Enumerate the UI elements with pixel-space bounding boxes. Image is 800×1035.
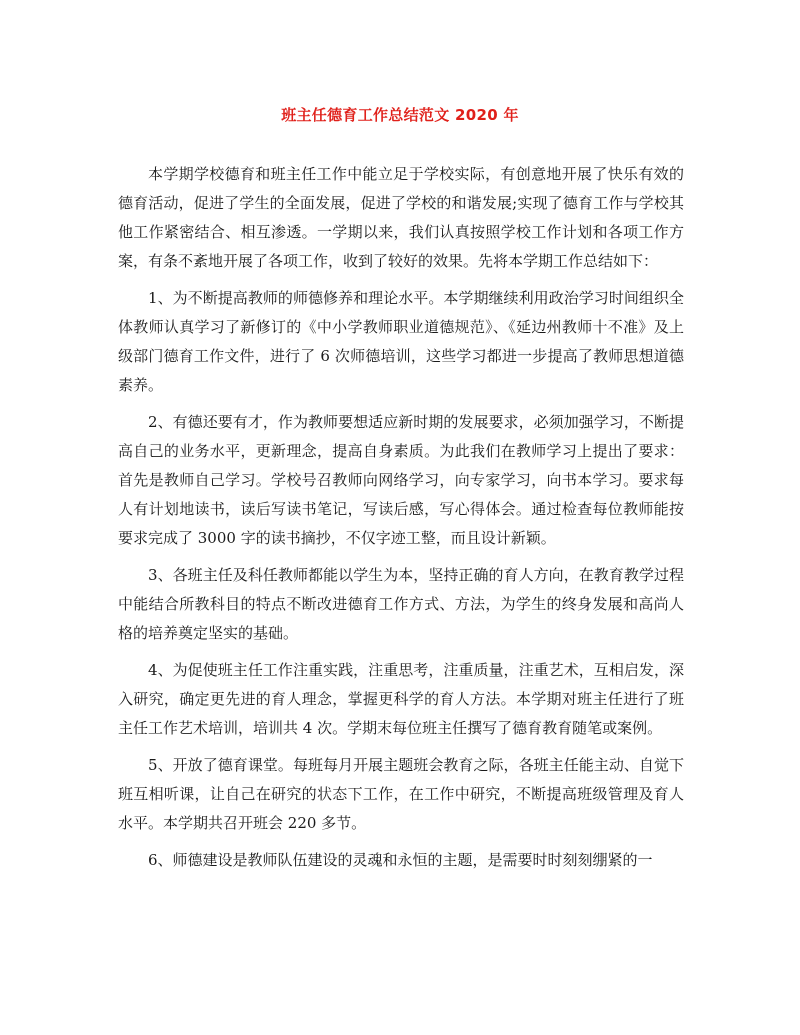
paragraph-item-5: 5、开放了德育课堂。每班每月开展主题班会教育之际，各班主任能主动、自觉下班互相听课，让自己在研究的状态下工作，在工作中研究，不断提高班级管理及育人水平。本学期共召开班会 220 多节。	[118, 756, 684, 832]
paragraph-item-1: 1、为不断提高教师的师德修养和理论水平。本学期继续利用政治学习时间组织全体教师认真学习了新修订的《中小学教师职业道德规范》、《延边州教师十不准》及上级部门德育工作文件，进行了 6 次师德培训，这些学习都进一步提高了教师思想道德素养。	[118, 289, 684, 394]
paragraph-item-2: 2、有德还要有才，作为教师要想适应新时期的发展要求，必须加强学习，不断提高自己的业务水平，更新理念，提高自身素质。为此我们在教师学习上提出了要求：首先是教师自己学习。学校号召教师向网络学习，向专家学习，向书本学习。要求每人有计划地读书，读后写读书笔记，写读后感，写心得体会。通过检查每位教师能按要求完成了 3000 字的读书摘抄，不仅字迹工整，而且设计新颖。	[118, 413, 684, 547]
document-body	[118, 160, 684, 883]
paragraph-item-3: 3、各班主任及科任教师都能以学生为本，坚持正确的育人方向，在教育教学过程中能结合所教科目的特点不断改进德育工作方式、方法，为学生的终身发展和高尚人格的培养奠定坚实的基础。	[118, 566, 684, 642]
paragraph-intro: 本学期学校德育和班主任工作中能立足于学校实际，有创意地开展了快乐有效的德育活动，促进了学生的全面发展，促进了学校的和谐发展;实现了德育工作与学校其他工作紧密结合、相互渗透。一学期以来，我们认真按照学校工作计划和各项工作方案，有条不紊地开展了各项工作，收到了较好的效果。先将本学期工作总结如下：	[118, 165, 684, 270]
document-title: 班主任德育工作总结范文 2020 年	[281, 106, 519, 124]
paragraph-item-4: 4、为促使班主任工作注重实践，注重思考，注重质量，注重艺术，互相启发，深入研究，确定更先进的育人理念，掌握更科学的育人方法。本学期对班主任进行了班主任工作艺术培训，培训共 4 次。学期末每位班主任撰写了德育教育随笔或案例。	[118, 661, 684, 737]
paragraph-item-6: 6、师德建设是教师队伍建设的灵魂和永恒的主题，是需要时时刻刻绷紧的一	[148, 851, 653, 869]
